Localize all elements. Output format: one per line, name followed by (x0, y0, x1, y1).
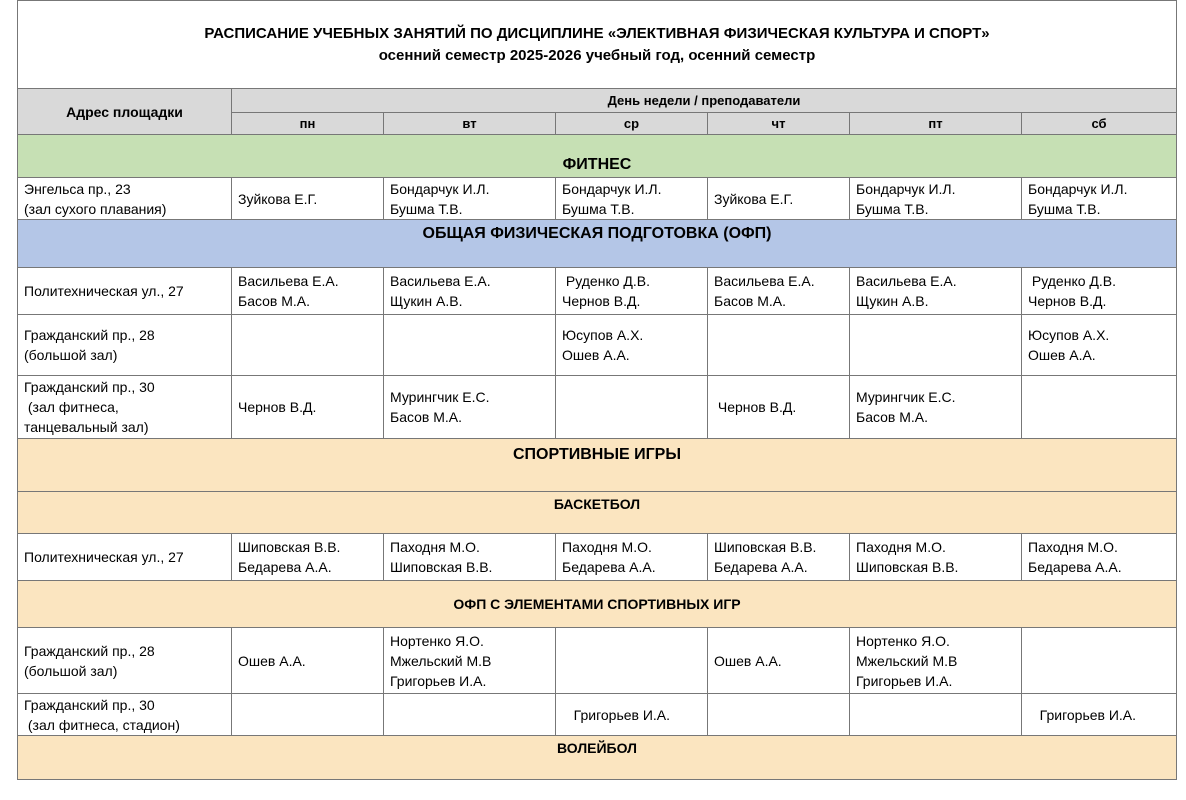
teacher-cell-wed (556, 376, 708, 439)
teacher-name: Басов М.А. (238, 293, 311, 309)
teacher-cell-tue (384, 628, 556, 694)
teacher-cell-mon (232, 628, 384, 694)
teacher-name: Нортенко Я.О. (390, 632, 484, 649)
teacher-cell-thu (708, 534, 850, 581)
schedule-sheet (17, 0, 1176, 780)
teacher-name: Шиповская В.В. (856, 559, 959, 575)
teacher-cell-thu (708, 694, 850, 736)
teacher-name: Басов М.А. (390, 409, 463, 425)
teacher-cell-thu (708, 376, 850, 439)
teacher-name: Бондарчук И.Л. (390, 180, 490, 197)
schedule-title (18, 1, 1177, 89)
teacher-name: Шиповская В.В. (714, 539, 817, 555)
teacher-name: Руденко Д.В. (562, 273, 651, 289)
teacher-name: Мжельский М.В (856, 652, 958, 669)
teacher-name: Васильева Е.А. (714, 273, 815, 289)
teacher-name: Мурингчик Е.С. (856, 389, 956, 405)
teacher-name: Бушма Т.В. (562, 200, 635, 217)
address-cell (18, 694, 232, 736)
teacher-name: Бондарчук И.Л. (1028, 180, 1128, 197)
teacher-cell-mon (232, 178, 384, 220)
teacher-cell-wed (556, 628, 708, 694)
teacher-name: Юсупов А.Х. (562, 327, 644, 343)
teacher-name: Григорьев И.А. (856, 672, 953, 689)
teacher-name: Григорьев И.А. (390, 672, 487, 689)
teacher-cell-fri (850, 178, 1022, 220)
teacher-cell-tue (384, 315, 556, 376)
table-row (18, 268, 1177, 315)
address-line: Гражданский пр., 30 (24, 379, 155, 395)
teacher-cell-mon (232, 534, 384, 581)
day-header-thu: чт (708, 113, 850, 135)
address-line: Политехническая ул., 27 (24, 283, 184, 299)
address-cell (18, 534, 232, 581)
day-header-mon: пн (232, 113, 384, 135)
address-cell (18, 628, 232, 694)
teacher-cell-tue (384, 268, 556, 315)
teacher-cell-fri (850, 376, 1022, 439)
teacher-name: Бедарева А.А. (1028, 559, 1122, 575)
teacher-name: Чернов В.Д. (238, 399, 317, 415)
teacher-cell-tue (384, 694, 556, 736)
teacher-name: Бедарева А.А. (238, 559, 332, 575)
teacher-name: Ошев А.А. (1028, 347, 1096, 363)
day-header-sat: сб (1022, 113, 1177, 135)
title-row (18, 1, 1177, 89)
teacher-cell-wed (556, 268, 708, 315)
address-line: танцевальный зал) (24, 419, 149, 435)
teacher-cell-fri (850, 628, 1022, 694)
teacher-name: Нортенко Я.О. (856, 632, 950, 649)
teacher-name: Зуйкова Е.Г. (238, 190, 318, 207)
teacher-name: Васильева Е.А. (238, 273, 339, 289)
table-row (18, 694, 1177, 736)
teacher-name: Бушма Т.В. (856, 200, 929, 217)
teacher-cell-mon (232, 268, 384, 315)
section-fitness-row (18, 135, 1177, 178)
table-row (18, 628, 1177, 694)
teacher-name: Паходня М.О. (390, 539, 480, 555)
teacher-name: Юсупов А.Х. (1028, 327, 1110, 343)
teacher-name: Бондарчук И.Л. (856, 180, 956, 197)
teacher-name: Басов М.А. (714, 293, 787, 309)
schedule-table (17, 0, 1177, 780)
section-ofp-games-row (18, 581, 1177, 628)
teacher-cell-wed (556, 694, 708, 736)
teacher-name: Григорьев И.А. (562, 706, 671, 723)
teacher-cell-thu (708, 315, 850, 376)
address-cell (18, 178, 232, 220)
day-header-wed: ср (556, 113, 708, 135)
teacher-cell-fri (850, 694, 1022, 736)
address-line: Энгельса пр., 23 (24, 180, 131, 197)
address-cell (18, 315, 232, 376)
day-header-fri: пт (850, 113, 1022, 135)
address-line: Гражданский пр., 28 (24, 642, 155, 659)
teacher-name: Васильева Е.А. (390, 273, 491, 289)
teacher-name: Паходня М.О. (562, 539, 652, 555)
address-line: (большой зал) (24, 662, 118, 679)
title-line-1: РАСПИСАНИЕ УЧЕБНЫХ ЗАНЯТИЙ ПО ДИСЦИПЛИНЕ «ЭЛЕКТИВНАЯ ФИЗИЧЕСКАЯ КУЛЬТУРА И СПОРТ» (204, 24, 990, 42)
section-ofp-row (18, 220, 1177, 268)
teacher-cell-tue (384, 534, 556, 581)
teacher-name: Бушма Т.В. (390, 200, 463, 217)
teacher-cell-sat (1022, 628, 1177, 694)
teacher-cell-sat (1022, 694, 1177, 736)
teacher-cell-thu (708, 268, 850, 315)
address-line: (зал фитнеса, (24, 399, 119, 415)
teacher-name: Бушма Т.В. (1028, 200, 1101, 217)
address-line: Гражданский пр., 30 (24, 696, 155, 713)
teacher-name: Руденко Д.В. (1028, 273, 1117, 289)
teacher-cell-tue (384, 376, 556, 439)
address-line: Политехническая ул., 27 (24, 549, 184, 565)
title-line-2: осенний семестр 2025-2026 учебный год, осенний семестр (378, 46, 816, 64)
teacher-name: Шиповская В.В. (238, 539, 341, 555)
table-row (18, 178, 1177, 220)
teacher-name: Григорьев И.А. (1028, 706, 1137, 723)
address-line: (большой зал) (24, 347, 118, 363)
teacher-cell-sat (1022, 376, 1177, 439)
table-row (18, 376, 1177, 439)
teacher-name: Чернов В.Д. (562, 293, 641, 309)
teacher-name: Бедарева А.А. (562, 559, 656, 575)
teacher-name: Мурингчик Е.С. (390, 389, 490, 405)
address-cell (18, 376, 232, 439)
teacher-name: Чернов В.Д. (1028, 293, 1107, 309)
table-row (18, 315, 1177, 376)
section-basketball: БАСКЕТБОЛ (18, 492, 1177, 534)
teacher-cell-mon (232, 315, 384, 376)
teacher-name: Бондарчук И.Л. (562, 180, 662, 197)
teacher-name: Ошев А.А. (238, 652, 306, 669)
section-volleyball: ВОЛЕЙБОЛ (18, 736, 1177, 780)
teacher-cell-mon (232, 694, 384, 736)
address-line: Гражданский пр., 28 (24, 327, 155, 343)
section-games-row (18, 439, 1177, 492)
header-row-1 (18, 89, 1177, 113)
teacher-cell-tue (384, 178, 556, 220)
teacher-cell-thu (708, 178, 850, 220)
teacher-cell-fri (850, 315, 1022, 376)
address-column-header: Адрес площадки (18, 89, 232, 135)
section-ofp-games: ОФП С ЭЛЕМЕНТАМИ СПОРТИВНЫХ ИГР (18, 581, 1177, 628)
teacher-name: Мжельский М.В (390, 652, 492, 669)
teacher-cell-mon (232, 376, 384, 439)
section-ofp: ОБЩАЯ ФИЗИЧЕСКАЯ ПОДГОТОВКА (ОФП) (18, 220, 1177, 268)
table-row (18, 534, 1177, 581)
teacher-cell-wed (556, 534, 708, 581)
address-line: (зал фитнеса, стадион) (24, 716, 180, 733)
teacher-name: Чернов В.Д. (714, 399, 797, 415)
section-games: СПОРТИВНЫЕ ИГРЫ (18, 439, 1177, 492)
teacher-cell-wed (556, 178, 708, 220)
teacher-name: Басов М.А. (856, 409, 929, 425)
teacher-name: Бедарева А.А. (714, 559, 808, 575)
section-basketball-row (18, 492, 1177, 534)
day-header-tue: вт (384, 113, 556, 135)
teacher-name: Зуйкова Е.Г. (714, 190, 794, 207)
teacher-name: Паходня М.О. (1028, 539, 1118, 555)
teacher-name: Паходня М.О. (856, 539, 946, 555)
teacher-name: Щукин А.В. (856, 293, 929, 309)
teacher-cell-fri (850, 268, 1022, 315)
address-cell (18, 268, 232, 315)
section-fitness: ФИТНЕС (18, 135, 1177, 178)
teacher-cell-sat (1022, 534, 1177, 581)
teacher-cell-sat (1022, 268, 1177, 315)
teacher-cell-fri (850, 534, 1022, 581)
teacher-name: Васильева Е.А. (856, 273, 957, 289)
teacher-name: Щукин А.В. (390, 293, 463, 309)
address-line: (зал сухого плавания) (24, 200, 167, 217)
teacher-cell-thu (708, 628, 850, 694)
teacher-name: Ошев А.А. (714, 652, 782, 669)
section-volleyball-row (18, 736, 1177, 780)
teacher-cell-sat (1022, 178, 1177, 220)
teacher-name: Шиповская В.В. (390, 559, 493, 575)
days-caption: День недели / преподаватели (232, 89, 1177, 113)
teacher-cell-sat (1022, 315, 1177, 376)
teacher-name: Ошев А.А. (562, 347, 630, 363)
teacher-cell-wed (556, 315, 708, 376)
